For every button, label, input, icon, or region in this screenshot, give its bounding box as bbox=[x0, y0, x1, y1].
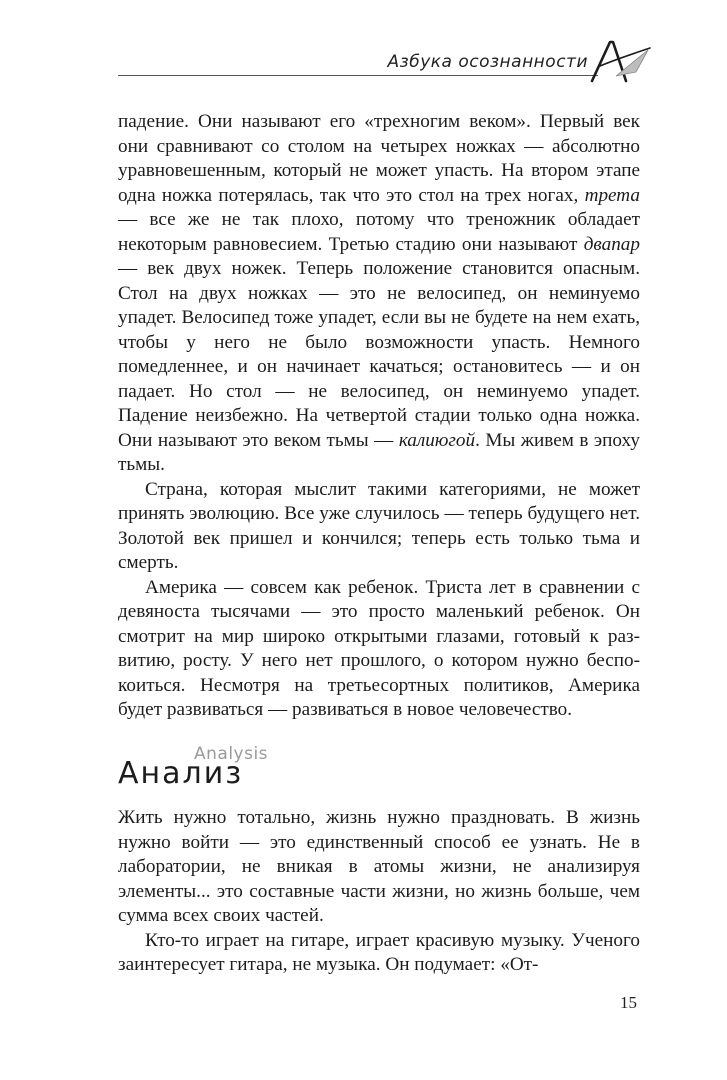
paragraph-2: Страна, которая мыслит такими категориями, не может принять эволюцию. Все уже случилось — теперь будущего нет. Золотой век пришел и кончился; теперь есть только тьма и смерть. bbox=[118, 478, 640, 573]
header-rule bbox=[118, 75, 598, 76]
term-kaliyuga: калиюгой bbox=[398, 429, 476, 451]
running-title: Азбука осознанности bbox=[387, 52, 588, 72]
letter-a-ornament-icon bbox=[586, 36, 652, 86]
paragraph-1 bbox=[118, 110, 640, 478]
paragraph-1-part-1: падение. Они называют его «трехногим веком». Первый век они сравнивают со столом на четырех ножках — абсолютно уравновешенным, который не может упасть. На втором этапе одна ножка потерялась, так что это стол на трех ногах, bbox=[118, 111, 640, 206]
running-header bbox=[118, 38, 658, 78]
term-treta: трета bbox=[584, 184, 640, 206]
body-text bbox=[118, 110, 640, 723]
section-title: Анализ bbox=[118, 756, 244, 791]
term-dvapar: двапар bbox=[583, 233, 640, 255]
paragraph-3: Америка — совсем как ребенок. Триста лет в сравнении с девяноста тысячами — это просто маленький ребенок. Он смотрит на мир широко открытыми глазами, готовый к развитию, росту. У него нет прошлого, о котором нужно беспокоиться. Несмотря на третьесортных политиков, Америка будет развиваться — развиваться в новое человечество. bbox=[118, 576, 640, 720]
paragraph-1-part-4: . Мы живем в эпоху тьмы. bbox=[118, 429, 641, 475]
page-number: 15 bbox=[620, 993, 637, 1012]
section-paragraph-1: Жить нужно тотально, жизнь нужно праздновать. В жизнь нужно войти — это единственный способ ее узнать. Не в лаборатории, не вникая в атомы жизни, не анализируя элементы... это составные части жизни, но жизнь больше, чем сумма всех своих частей. bbox=[118, 807, 640, 926]
section-heading bbox=[118, 744, 418, 804]
section-text bbox=[118, 806, 640, 978]
paragraph-1-part-3: — век двух ножек. Теперь положение становится опасным. Стол на двух ножках — это не велосипед, он неминуемо упадет. Велосипед тоже упадет, если вы не будете на нем ехать, чтобы у него не было возможности упасть. Немного помедленнее, и он начинает качаться; остановитесь — и он падает. Но стол — не велосипед, он неминуемо упадет. Падение неизбежно. На четвертой стадии только одна ножка. Они называют это веком тьмы — bbox=[118, 258, 640, 451]
paragraph-1-part-2: — все же не так плохо, потому что треножник обладает некоторым равновесием. Третью стадию они называют bbox=[118, 209, 640, 255]
section-subtitle: Analysis bbox=[194, 744, 269, 764]
section-paragraph-2: Кто-то играет на гитаре, играет красивую музыку. Ученого заинтересует гитара, не музыка. Он подумает: «От- bbox=[118, 929, 640, 975]
